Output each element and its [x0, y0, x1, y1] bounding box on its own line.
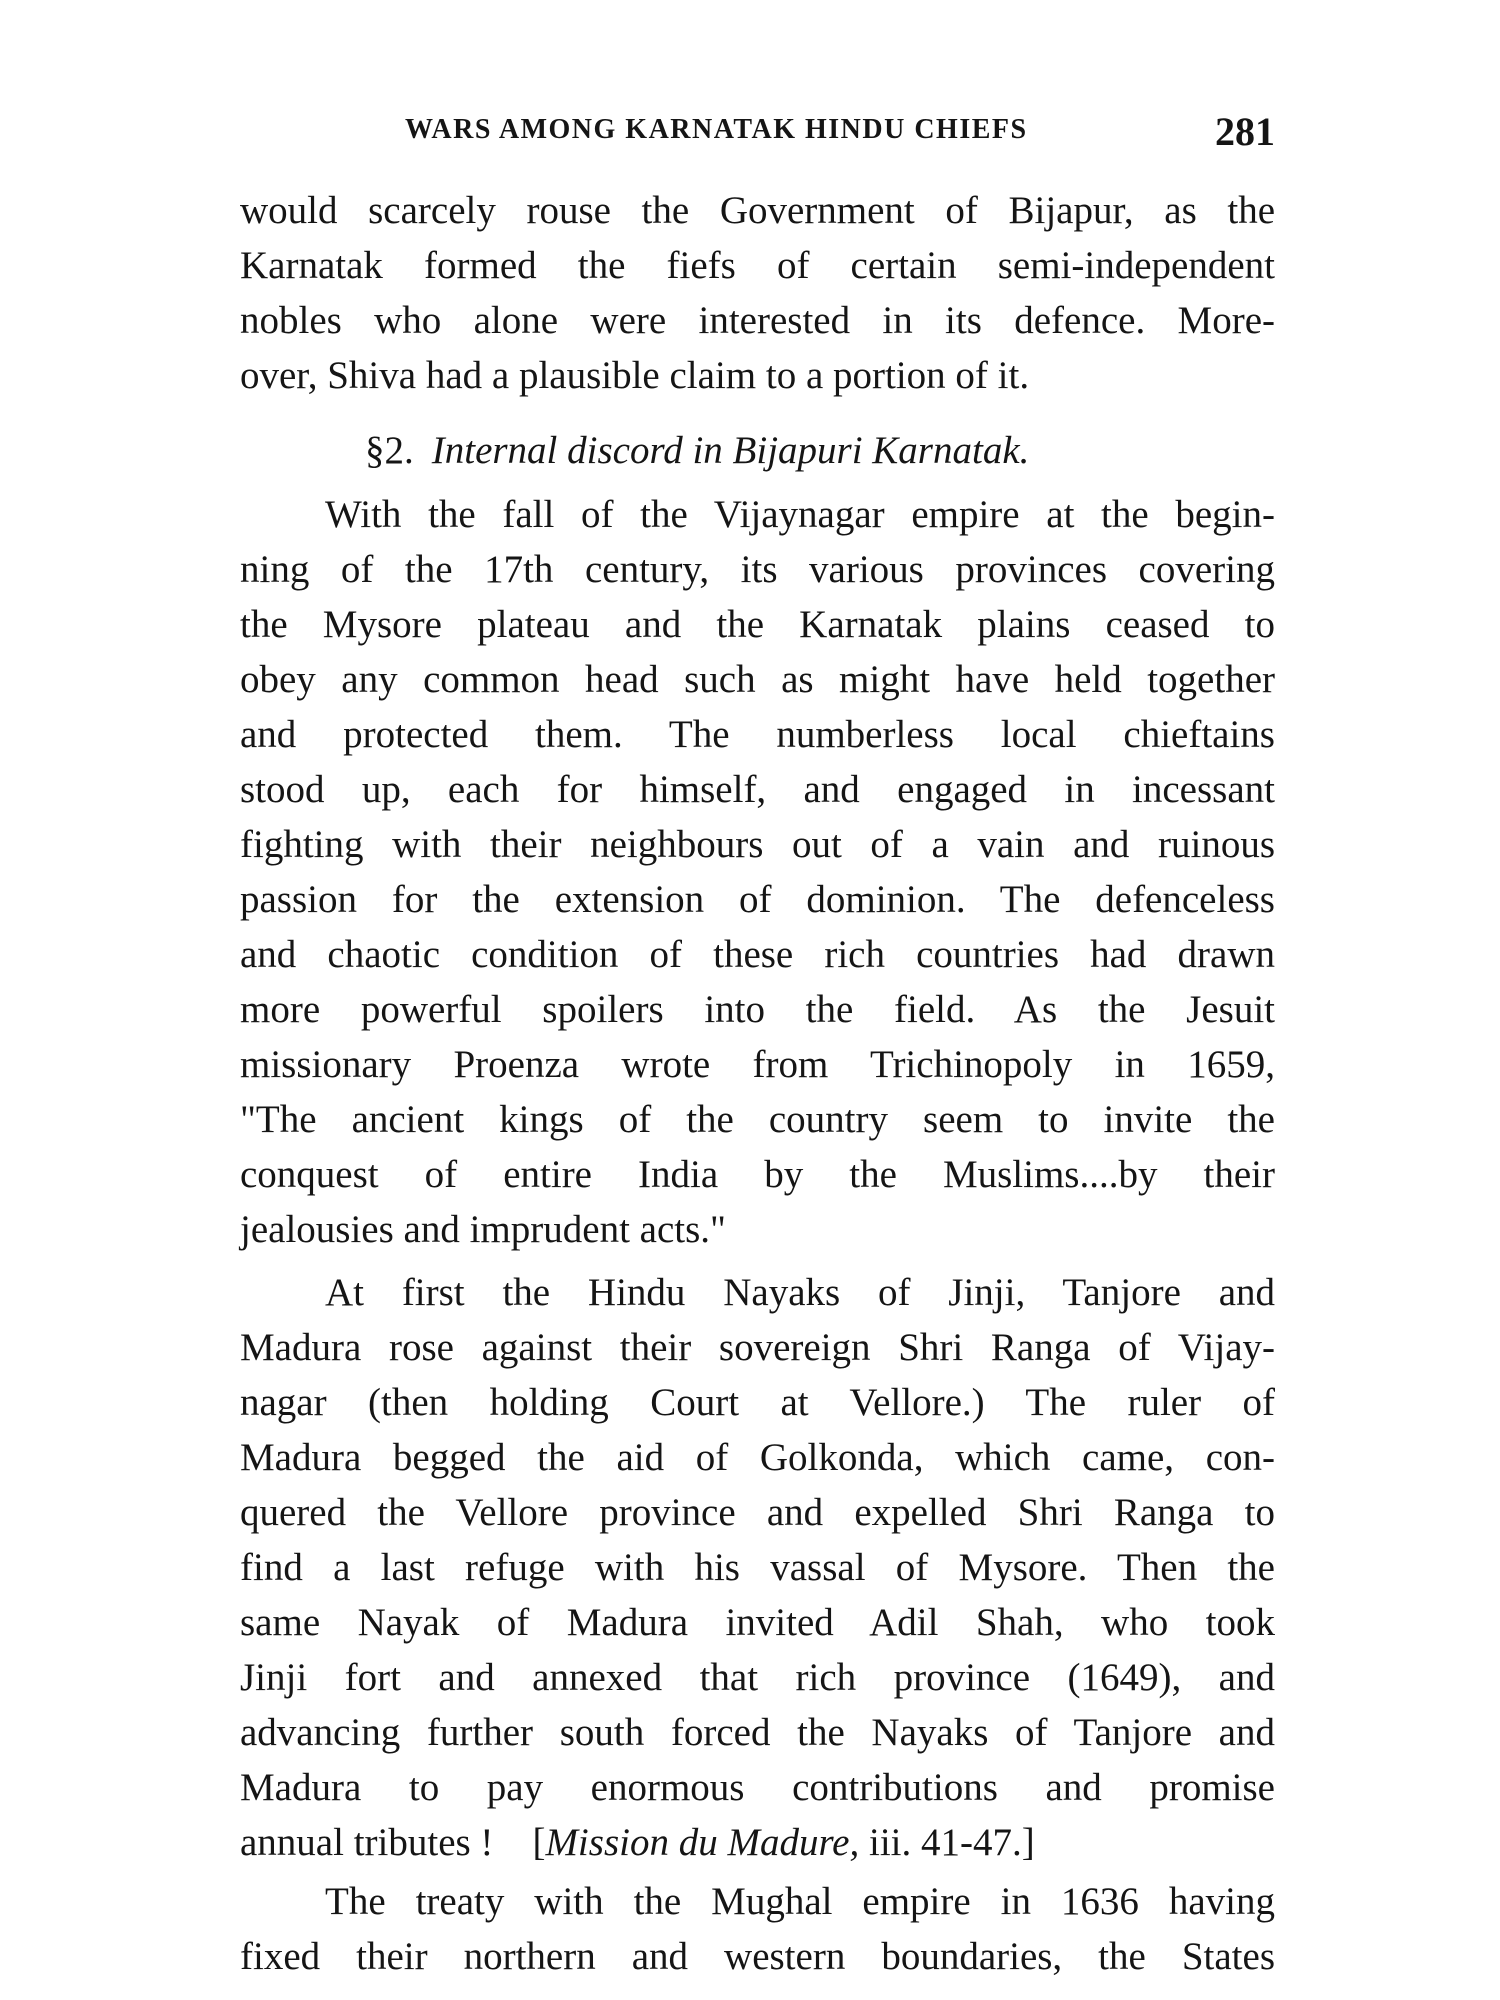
text-line: nobles who alone were interested in its defence. More- — [240, 299, 1275, 342]
text-line: obey any common head such as might have held together — [240, 658, 1275, 701]
text-line: The treaty with the Mughal empire in 1636 having — [325, 1880, 1275, 1923]
text-line: At first the Hindu Nayaks of Jinji, Tanjore and — [325, 1271, 1275, 1314]
paragraph-gap — [240, 1257, 1275, 1265]
text-line: stood up, each for himself, and engaged in incessant — [240, 768, 1275, 811]
text-line: Madura to pay enormous contributions and promise — [240, 1766, 1275, 1809]
body-text — [240, 183, 1275, 1984]
text-line: the Mysore plateau and the Karnatak plains ceased to — [240, 603, 1275, 646]
text-line: advancing further south forced the Nayaks of Tanjore and — [240, 1711, 1275, 1754]
paragraph-2 — [240, 487, 1275, 1257]
section-heading — [240, 414, 1275, 487]
text-line: Jinji fort and annexed that rich province (1649), and — [240, 1656, 1275, 1699]
running-title: WARS AMONG KARNATAK HINDU CHIEFS — [405, 114, 1028, 145]
text-line: conquest of entire India by the Muslims....by their — [240, 1153, 1275, 1196]
text-line: over, Shiva had a plausible claim to a portion of it. — [240, 354, 1030, 397]
text-line: Madura rose against their sovereign Shri Ranga of Vijay- — [240, 1326, 1275, 1369]
paragraph-1 — [240, 183, 1275, 403]
page-number: 281 — [1215, 109, 1275, 154]
text-line: "The ancient kings of the country seem to invite the — [240, 1098, 1275, 1141]
text-line: and chaotic condition of these rich countries had drawn — [240, 933, 1275, 976]
text-line: jealousies and imprudent acts." — [240, 1208, 726, 1251]
text-line-citation — [240, 1815, 1275, 1870]
text-line: passion for the extension of dominion. The defenceless — [240, 878, 1275, 921]
text-line: and protected them. The numberless local chieftains — [240, 713, 1275, 756]
citation-ref: iii. 41-47.] — [868, 1821, 1035, 1864]
paragraph-4 — [240, 1874, 1275, 1984]
paragraph-3 — [240, 1265, 1275, 1870]
text-line: Madura begged the aid of Golkonda, which came, con- — [240, 1436, 1275, 1479]
section-number: §2. — [365, 429, 414, 472]
text-line: With the fall of the Vijaynagar empire at the begin- — [325, 493, 1275, 536]
citation-title: Mission du Madure, — [545, 1821, 860, 1864]
text-line: find a last refuge with his vassal of Mysore. Then the — [240, 1546, 1275, 1589]
running-head — [240, 108, 1275, 156]
citation-lead: annual tributes ! — [240, 1821, 494, 1864]
text-line: nagar (then holding Court at Vellore.) The ruler of — [240, 1381, 1275, 1424]
text-line: more powerful spoilers into the field. As the Jesuit — [240, 988, 1275, 1031]
text-line: fixed their northern and western boundaries, the States — [240, 1935, 1275, 1978]
text-line: fighting with their neighbours out of a vain and ruinous — [240, 823, 1275, 866]
section-title: Internal discord in Bijapuri Karnatak. — [431, 429, 1030, 472]
text-line: quered the Vellore province and expelled Shri Ranga to — [240, 1491, 1275, 1534]
text-line: Karnatak formed the fiefs of certain semi-independent — [240, 244, 1275, 287]
text-line: ning of the 17th century, its various provinces covering — [240, 548, 1275, 591]
citation-bracket: [ — [532, 1821, 546, 1864]
text-line: would scarcely rouse the Government of Bijapur, as the — [240, 189, 1275, 232]
text-line: same Nayak of Madura invited Adil Shah, who took — [240, 1601, 1275, 1644]
text-line: missionary Proenza wrote from Trichinopoly in 1659, — [240, 1043, 1275, 1086]
